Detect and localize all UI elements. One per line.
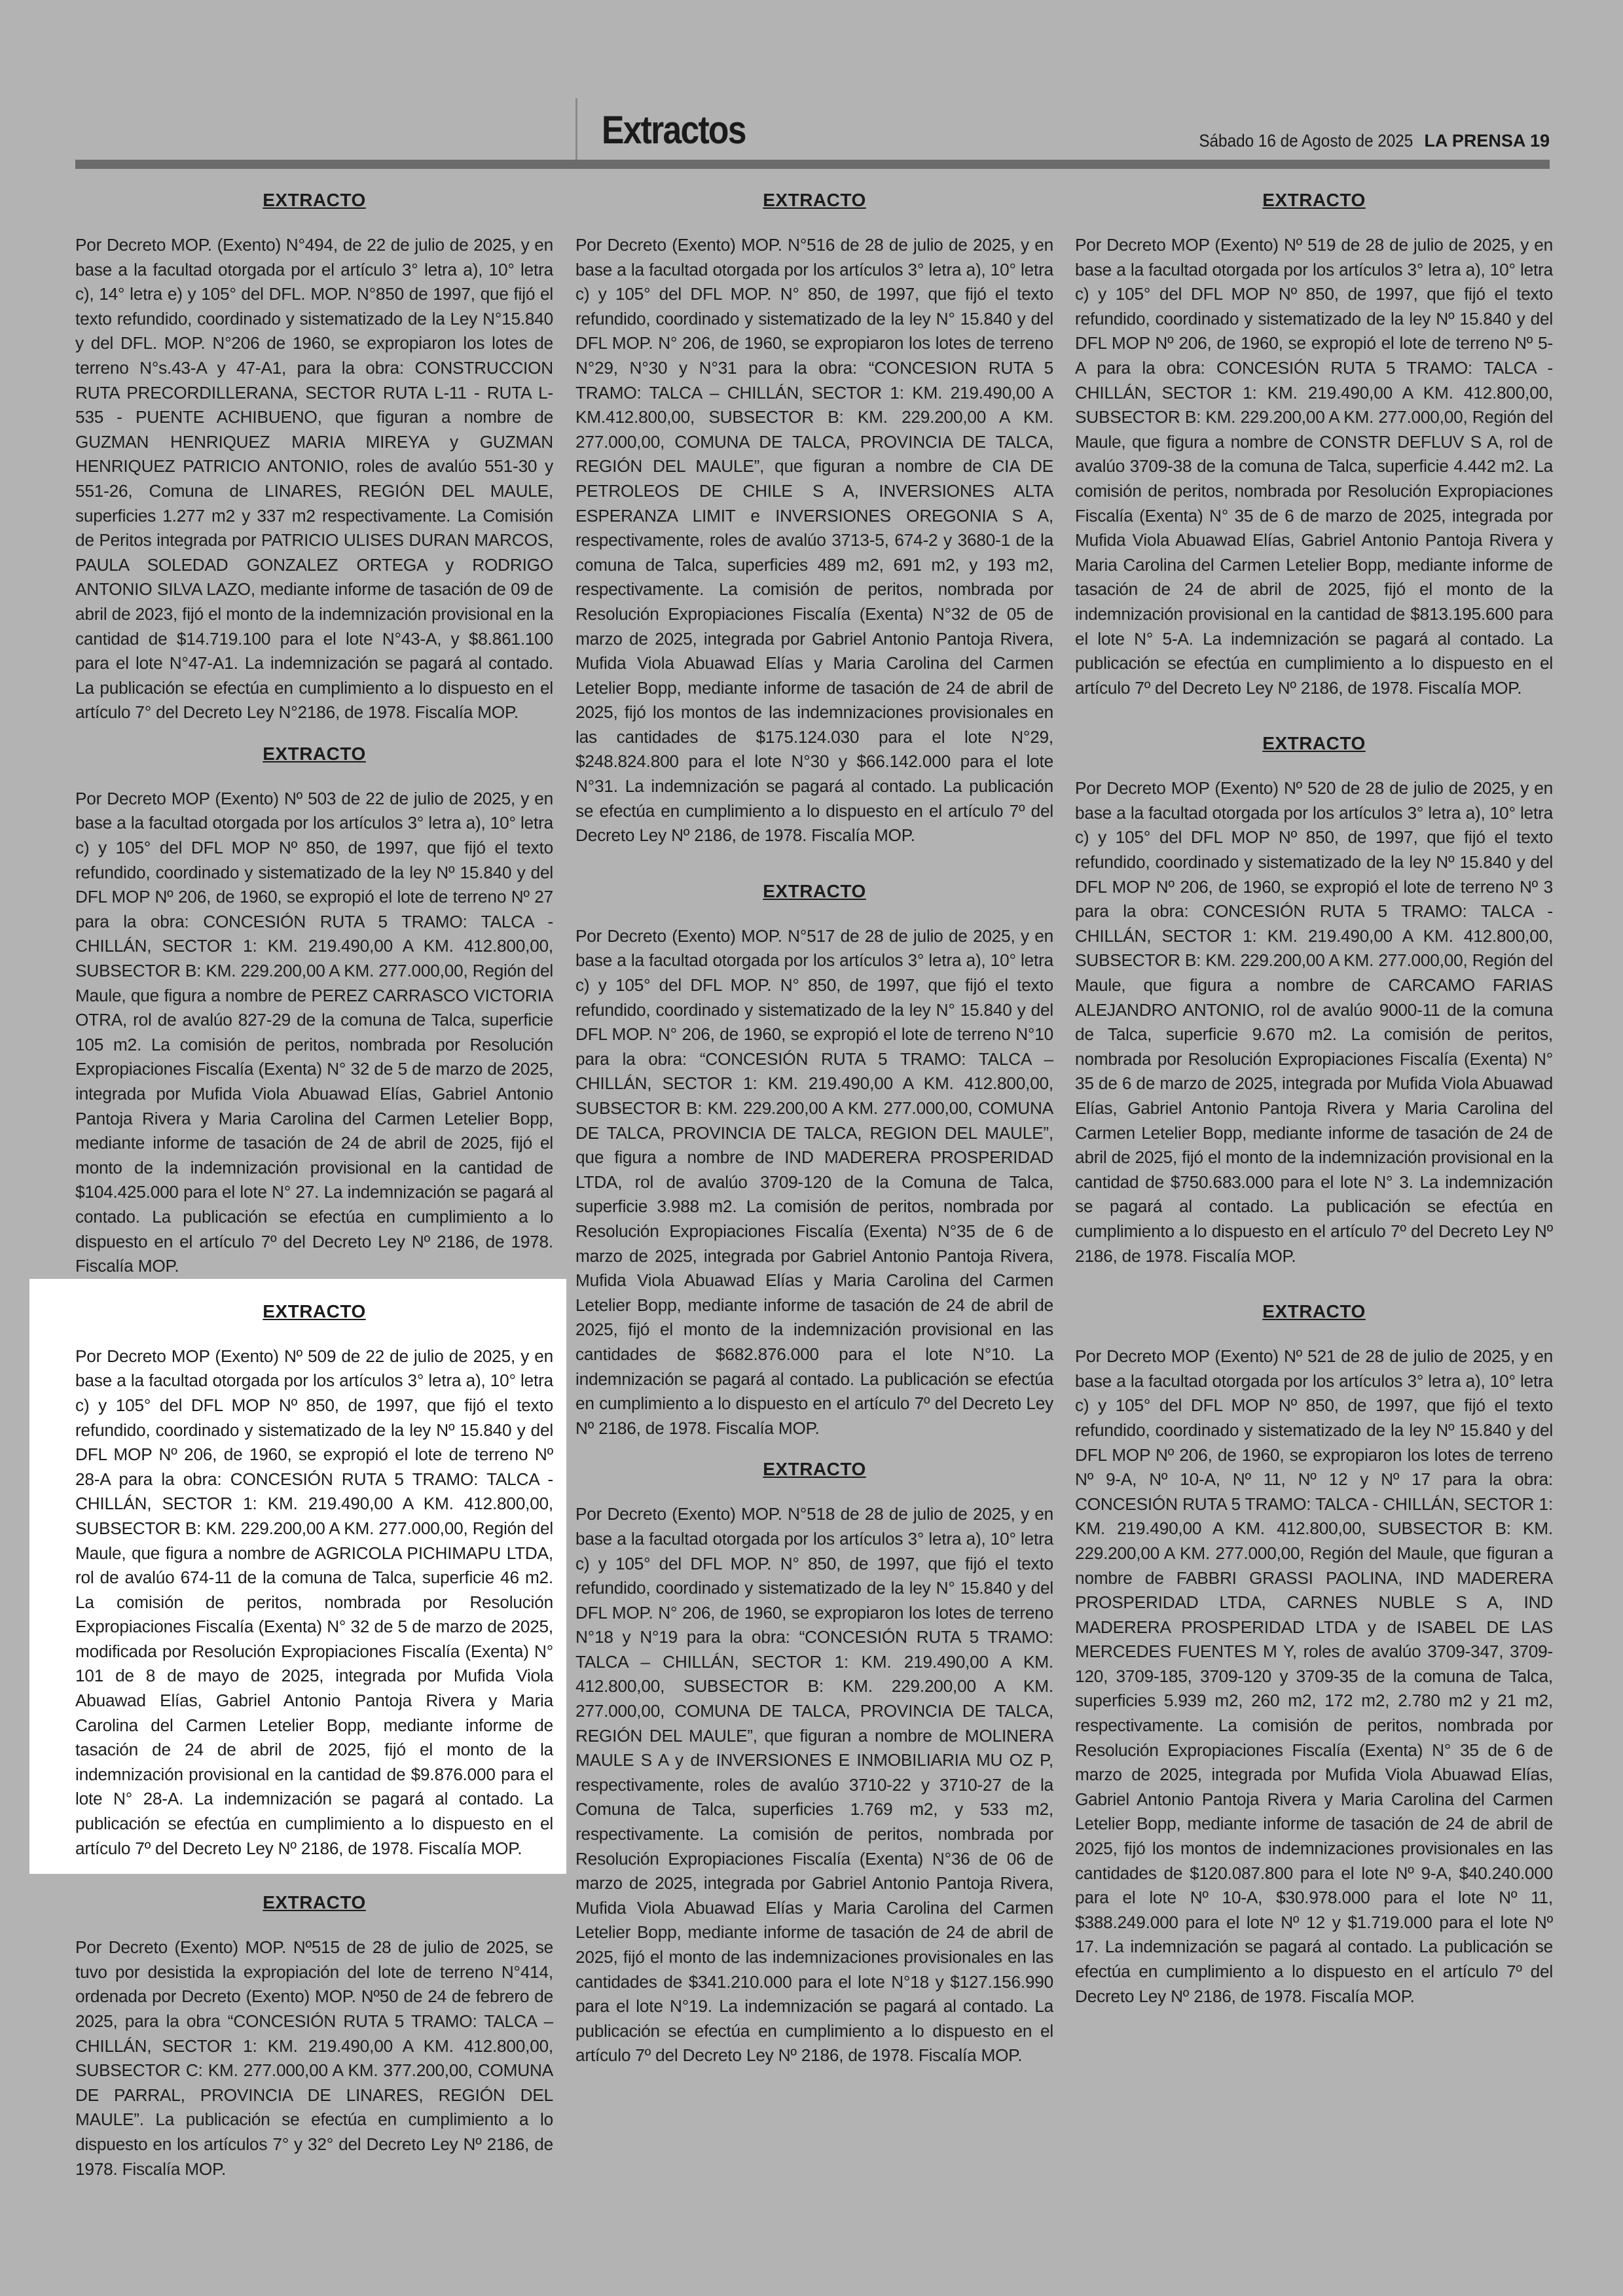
notice-decreto-517 [575, 881, 1053, 1441]
notice-decreto-509-highlighted [29, 1279, 566, 1874]
page-header [75, 98, 1550, 164]
page-number: 19 [1529, 131, 1550, 151]
notice-decreto-494 [75, 190, 553, 725]
notice-body: Por Decreto MOP (Exento) Nº 521 de 28 de julio de 2025, y en base a la facultad otorgada por los artículos 3° letra a), 10° letra c) y 105° del DFL MOP Nº 850, de 1997, que fijó el texto refundido, coordinado y sistematizado de la ley Nº 15.840 y del DFL MOP Nº 206, de 1960, se expropiaron los lotes de terreno Nº 9-A, Nº 10-A, Nº 11, Nº 12 y Nº 17 para la obra: CONCESIÓN RUTA 5 TRAMO: TALCA - CHILLÁN, SECTOR 1: KM. 219.490,00 A KM. 412.800,00, SUBSECTOR B: KM. 229.200,00 A KM. 277.000,00, Región del Maule, que figuran a nombre de FABBRI GRASSI PAOLINA, IND MADERERA PROSPERIDAD LTDA, CARNES NUBLE S A, IND MADERERA PROSPERIDAD LTDA y de ISABEL DE LAS MERCEDES FUENTES M Y, roles de avalúo 3709-347, 3709-120, 3709-185, 3709-120 y 3709-35 de la comuna de Talca, superficies 5.939 m2, 260 m2, 172 m2, 2.780 m2 y 21 m2, respectivamente. La comisión de peritos, nombrada por Resolución Expropiaciones Fiscalía (Exenta) N° 35 de 6 de marzo de 2025, integrada por Mufida Viola Abuawad Elías, Gabriel Antonio Pantoja Rivera y Maria Carolina del Carmen Letelier Bopp, mediante informe de tasación de 24 de abril de 2025, fijó los montos de indemnizaciones provisionales en las cantidades de $120.087.800 para el lote Nº 9-A, $40.240.000 para el lote Nº 10-A, $30.978.000 para el lote Nº 11, $388.249.000 para el lote Nº 12 y $1.719.000 para el lote Nº 17. La indemnización se pagará al contado. La publicación se efectúa en cumplimiento a lo dispuesto en el artículo 7º del Decreto Ley Nº 2186, de 1978. Fiscalía MOP. [1075, 1346, 1553, 2006]
section-title: Extractos [602, 108, 746, 152]
notice-body: Por Decreto MOP (Exento) Nº 520 de 28 de julio de 2025, y en base a la facultad otorgada por los artículos 3° letra a), 10° letra c) y 105° del DFL MOP Nº 850, de 1997, que fijó el texto refundido, coordinado y sistematizado de la ley Nº 15.840 y del DFL MOP Nº 206, de 1960, se expropió el lote de terreno Nº 3 para la obra: CONCESIÓN RUTA 5 TRAMO: TALCA - CHILLÁN, SECTOR 1: KM. 219.490,00 A KM. 412.800,00, SUBSECTOR B: KM. 229.200,00 A KM. 277.000,00, Región del Maule, que figura a nombre de CARCAMO FARIAS ALEJANDRO ANTONIO, rol de avalúo 9000-11 de la comuna de Talca, superficie 9.670 m2. La comisión de peritos, nombrada por Resolución Expropiaciones Fiscalía (Exenta) N° 35 de 6 de marzo de 2025, integrada por Mufida Viola Abuawad Elías, Gabriel Antonio Pantoja Rivera y Maria Carolina del Carmen Letelier Bopp, mediante informe de tasación de 24 de abril de 2025, fijó el monto de la indemnización provisional en la cantidad de $750.683.000 para el lote N° 3. La indemnización se pagará al contado. La publicación se efectúa en cumplimiento a lo dispuesto en el artículo 7º del Decreto Ley Nº 2186, de 1978. Fiscalía MOP. [1075, 778, 1553, 1266]
spacer [575, 848, 1053, 863]
notice-decreto-519 [1075, 190, 1553, 700]
spacer [1075, 1268, 1553, 1283]
issue-date: Sábado 16 de Agosto de 2025 [1198, 131, 1413, 151]
notice-body: Por Decreto MOP. (Exento) N°494, de 22 de julio de 2025, y en base a la facultad otorgada por el artículo 3° letra a), 10° letra c), 14° letra e) y 105° del DFL. MOP. N°850 de 1997, que fijó el texto refundido, coordinado y sistematizado de la Ley N°15.840 y del DFL. MOP. N°206 de 1960, se expropiaron los lotes de terreno N°s.43-A y 47-A1, para la obra: CONSTRUCCION RUTA PRECORDILLERANA, SECTOR RUTA L-11 - RUTA L-535 - PUENTE ACHIBUENO, que figuran a nombre de GUZMAN HENRIQUEZ MARIA MIREYA y GUZMAN HENRIQUEZ PATRICIO ANTONIO, roles de avalúo 551-30 y 551-26, Comuna de LINARES, REGIÓN DEL MAULE, superficies 1.277 m2 y 337 m2 respectivamente. La Comisión de Peritos integrada por PATRICIO ULISES DURAN MARCOS, PAULA SOLEDAD GONZALEZ ORTEGA y RODRIGO ANTONIO SILVA LAZO, mediante informe de tasación de 09 de abril de 2023, fijó el monto de la indemnización provisional en la cantidad de $14.719.100 para el lote N°43-A, y $8.861.100 para el lote N°47-A1. La indemnización se pagará al contado. La publicación se efectúa en cumplimiento a lo dispuesto en el artículo 7° del Decreto Ley N°2186, de 1978. Fiscalía MOP. [75, 235, 553, 723]
notice-decreto-521 [1075, 1301, 1553, 2009]
notice-title: EXTRACTO [763, 880, 866, 901]
notice-decreto-518 [575, 1459, 1053, 2068]
notice-title: EXTRACTO [763, 1459, 866, 1480]
notice-title: EXTRACTO [1262, 1301, 1366, 1322]
notice-body: Por Decreto MOP (Exento) Nº 503 de 22 de julio de 2025, y en base a la facultad otorgada por los artículos 3° letra a), 10° letra c) y 105° del DFL MOP Nº 850, de 1997, que fijó el texto refundido, coordinado y sistematizado de la ley Nº 15.840 y del DFL MOP Nº 206, de 1960, se expropió el lote de terreno Nº 27 para la obra: CONCESIÓN RUTA 5 TRAMO: TALCA - CHILLÁN, SECTOR 1: KM. 219.490,00 A KM. 412.800,00, SUBSECTOR B: KM. 229.200,00 A KM. 277.000,00, Región del Maule, que figura a nombre de PEREZ CARRASCO VICTORIA OTRA, rol de avalúo 827-29 de la comuna de Talca, superficie 105 m2. La comisión de peritos, nombrada por Resolución Expropiaciones Fiscalía (Exenta) N° 32 de 5 de marzo de 2025, integrada por Mufida Viola Abuawad Elías, Gabriel Antonio Pantoja Rivera y Maria Carolina del Carmen Letelier Bopp, mediante informe de tasación de 24 de abril de 2025, fijó el monto de la indemnización provisional en la cantidad de $104.425.000 para el lote N° 27. La indemnización se pagará al contado. La publicación se efectúa en cumplimiento a lo dispuesto en el artículo 7º del Decreto Ley Nº 2186, de 1978. Fiscalía MOP. [75, 788, 553, 1276]
newspaper-title: LA PRENSA [1424, 131, 1525, 151]
spacer [1075, 700, 1553, 715]
column-2 [575, 171, 1053, 2068]
header-meta [1175, 131, 1550, 151]
notice-title: EXTRACTO [1262, 190, 1366, 210]
notice-title: EXTRACTO [263, 1300, 366, 1321]
notice-title: EXTRACTO [1262, 733, 1366, 754]
notice-body: Por Decreto (Exento) MOP. N°516 de 28 de julio de 2025, y en base a la facultad otorgada por los artículos 3° letra a), 10° letra c) y 105° del DFL MOP. N° 850, de 1997, que fijó el texto refundido, coordinado y sistematizado de la ley N° 15.840 y del DFL MOP. N° 206, de 1960, se expropiaron los lotes de terreno N°29, N°30 y N°31 para la obra: “CONCESION RUTA 5 TRAMO: TALCA – CHILLÁN, SECTOR 1: KM. 219.490,00 A KM.412.800,00, SUBSECTOR B: KM. 229.200,00 A KM. 277.000,00, COMUNA DE TALCA, PROVINCIA DE TALCA, REGIÓN DEL MAULE”, que figuran a nombre de CIA DE PETROLEOS DE CHILE S A, INVERSIONES ALTA ESPERANZA LIMIT e INVERSIONES OREGONIA S A, respectivamente, roles de avalúo 3713-5, 674-2 y 3680-1 de la comuna de Talca, superficies 489 m2, 691 m2, y 193 m2, respectivamente. La comisión de peritos, nombrada por Resolución Expropiaciones Fiscalía (Exenta) N°32 de 05 de marzo de 2025, integrada por Gabriel Antonio Pantoja Rivera, Mufida Viola Abuawad Elías y Maria Carolina del Carmen Letelier Bopp, mediante informe de tasación de 24 de abril de 2025, fijó los montos de las indemnizaciones provisionales en las cantidades de $175.124.030 para el lote N°29, $248.824.800 para el lote N°30 y $66.142.000 para el lote N°31. La indemnización se pagará al contado. La publicación se efectúa en cumplimiento a lo dispuesto en el artículo 7º del Decreto Ley Nº 2186, de 1978. Fiscalía MOP. [575, 235, 1053, 846]
notice-body: Por Decreto MOP (Exento) Nº 519 de 28 de julio de 2025, y en base a la facultad otorgada por los artículos 3° letra a), 10° letra c) y 105° del DFL MOP Nº 850, de 1997, que fijó el texto refundido, coordinado y sistematizado de la ley Nº 15.840 y del DFL MOP Nº 206, de 1960, se expropió el lote de terreno Nº 5-A para la obra: CONCESIÓN RUTA 5 TRAMO: TALCA - CHILLÁN, SECTOR 1: KM. 219.490,00 A KM. 412.800,00, SUBSECTOR B: KM. 229.200,00 A KM. 277.000,00, Región del Maule, que figura a nombre de CONSTR DEFLUV S A, rol de avalúo 3709-38 de la comuna de Talca, superficie 4.442 m2. La comisión de peritos, nombrada por Resolución Expropiaciones Fiscalía (Exenta) N° 35 de 6 de marzo de 2025, integrada por Mufida Viola Abuawad Elías, Gabriel Antonio Pantoja Rivera y Maria Carolina del Carmen Letelier Bopp, mediante informe de tasación de 24 de abril de 2025, fijó el monto de la indemnización provisional en la cantidad de $813.195.600 para el lote N° 5-A. La indemnización se pagará al contado. La publicación se efectúa en cumplimiento a lo dispuesto en el artículo 7º del Decreto Ley Nº 2186, de 1978. Fiscalía MOP. [1075, 235, 1553, 698]
notice-title: EXTRACTO [263, 1892, 366, 1913]
notice-decreto-515 [75, 1892, 553, 2181]
notice-title: EXTRACTO [763, 190, 866, 210]
notice-decreto-520 [1075, 733, 1553, 1268]
column-1 [75, 171, 553, 2181]
notice-decreto-503 [75, 744, 553, 1279]
notice-body: Por Decreto (Exento) MOP. N°517 de 28 de julio de 2025, y en base a la facultad otorgada por los artículos 3° letra a), 10° letra c) y 105° del DFL MOP. N° 850, de 1997, que fijó el texto refundido, coordinado y sistematizado de la ley N° 15.840 y del DFL MOP. N° 206, de 1960, se expropió el lote de terreno N°10 para la obra: “CONCESIÓN RUTA 5 TRAMO: TALCA – CHILLÁN, SECTOR 1: KM. 219.490,00 A KM. 412.800,00, SUBSECTOR B: KM. 229.200,00 A KM. 277.000,00, COMUNA DE TALCA, PROVINCIA DE TALCA, REGION DEL MAULE”, que figura a nombre de IND MADERERA PROSPERIDAD LTDA, rol de avalúo 3709-120 de la Comuna de Talca, superficie 3.988 m2. La comisión de peritos, nombrada por Resolución Expropiaciones Fiscalía (Exenta) N°35 de 6 de marzo de 2025, integrada por Gabriel Antonio Pantoja Rivera, Mufida Viola Abuawad Elías y Maria Carolina del Carmen Letelier Bopp, mediante informe de tasación de 24 de abril de 2025, fijó el monto de la indemnización provisional en las cantidades de $682.876.000 para el lote N°10. La indemnización se pagará al contado. La publicación se efectúa en cumplimiento a lo dispuesto en el artículo 7º del Decreto Ley Nº 2186, de 1978. Fiscalía MOP. [575, 925, 1053, 1438]
header-rule [75, 160, 1550, 169]
header-divider [575, 98, 577, 160]
notice-title: EXTRACTO [263, 743, 366, 764]
notice-title: EXTRACTO [263, 190, 366, 210]
notice-body: Por Decreto MOP (Exento) Nº 509 de 22 de julio de 2025, y en base a la facultad otorgada por los artículos 3° letra a), 10° letra c) y 105° del DFL MOP Nº 850, de 1997, que fijó el texto refundido, coordinado y sistematizado de la ley Nº 15.840 y del DFL MOP Nº 206, de 1960, se expropió el lote de terreno Nº 28-A para la obra: CONCESIÓN RUTA 5 TRAMO: TALCA - CHILLÁN, SECTOR 1: KM. 219.490,00 A KM. 412.800,00, SUBSECTOR B: KM. 229.200,00 A KM. 277.000,00, Región del Maule, que figura a nombre de AGRICOLA PICHIMAPU LTDA, rol de avalúo 674-11 de la comuna de Talca, superficie 46 m2. La comisión de peritos, nombrada por Resolución Expropiaciones Fiscalía (Exenta) N° 32 de 5 de marzo de 2025, modificada por Resolución Expropiaciones Fiscalía (Exenta) N° 101 de 8 de mayo de 2025, integrada por Mufida Viola Abuawad Elías, Gabriel Antonio Pantoja Rivera y Maria Carolina del Carmen Letelier Bopp, mediante informe de tasación de 24 de abril de 2025, fijó el monto de la indemnización provisional en la cantidad de $9.876.000 para el lote N° 28-A. La indemnización se pagará al contado. La publicación se efectúa en cumplimiento a lo dispuesto en el artículo 7º del Decreto Ley Nº 2186, de 1978. Fiscalía MOP. [75, 1346, 553, 1858]
newspaper-name [1424, 131, 1550, 151]
notice-body: Por Decreto (Exento) MOP. Nº515 de 28 de julio de 2025, se tuvo por desistida la expropiación del lote de terreno N°414, ordenada por Decreto (Exento) MOP. Nº50 de 24 de febrero de 2025, para la obra “CONCESIÓN RUTA 5 TRAMO: TALCA – CHILLÁN, SECTOR 1: KM. 219.490,00 A KM. 412.800,00, SUBSECTOR C: KM. 277.000,00 A KM. 377.200,00, COMUNA DE PARRAL, PROVINCIA DE LINARES, REGIÓN DEL MAULE”. La publicación se efectúa en cumplimiento a lo dispuesto en los artículos 7° y 32° del Decreto Ley Nº 2186, de 1978. Fiscalía MOP. [75, 1937, 553, 2179]
notice-decreto-516 [575, 190, 1053, 848]
notice-body: Por Decreto (Exento) MOP. N°518 de 28 de julio de 2025, y en base a la facultad otorgada por los artículos 3° letra a), 10° letra c) y 105° del DFL MOP. N° 850, de 1997, que fijó el texto refundido, coordinado y sistematizado de la ley N° 15.840 y del DFL MOP. N° 206, de 1960, se expropiaron los lotes de terreno N°18 y N°19 para la obra: “CONCESIÓN RUTA 5 TRAMO: TALCA – CHILLÁN, SECTOR 1: KM. 219.490,00 A KM. 412.800,00, SUBSECTOR B: KM. 229.200,00 A KM. 277.000,00, COMUNA DE TALCA, PROVINCIA DE TALCA, REGIÓN DEL MAULE”, que figuran a nombre de MOLINERA MAULE S A y de INVERSIONES E INMOBILIARIA MU OZ P, respectivamente, roles de avalúo 3710-22 y 3710-27 de la Comuna de Talca, superficies 1.769 m2, y 533 m2, respectivamente. La comisión de peritos, nombrada por Resolución Expropiaciones Fiscalía (Exenta) N°36 de 06 de marzo de 2025, integrada por Gabriel Antonio Pantoja Rivera, Mufida Viola Abuawad Elías y Maria Carolina del Carmen Letelier Bopp, mediante informe de tasación de 24 de abril de 2025, fijó el monto de las indemnizaciones provisionales en las cantidades de $341.210.000 para el lote N°18 y $127.156.990 para el lote N°19. La indemnización se pagará al contado. La publicación se efectúa en cumplimiento a lo dispuesto en el artículo 7º del Decreto Ley Nº 2186, de 1978. Fiscalía MOP. [575, 1504, 1053, 2066]
column-3 [1075, 171, 1553, 2009]
